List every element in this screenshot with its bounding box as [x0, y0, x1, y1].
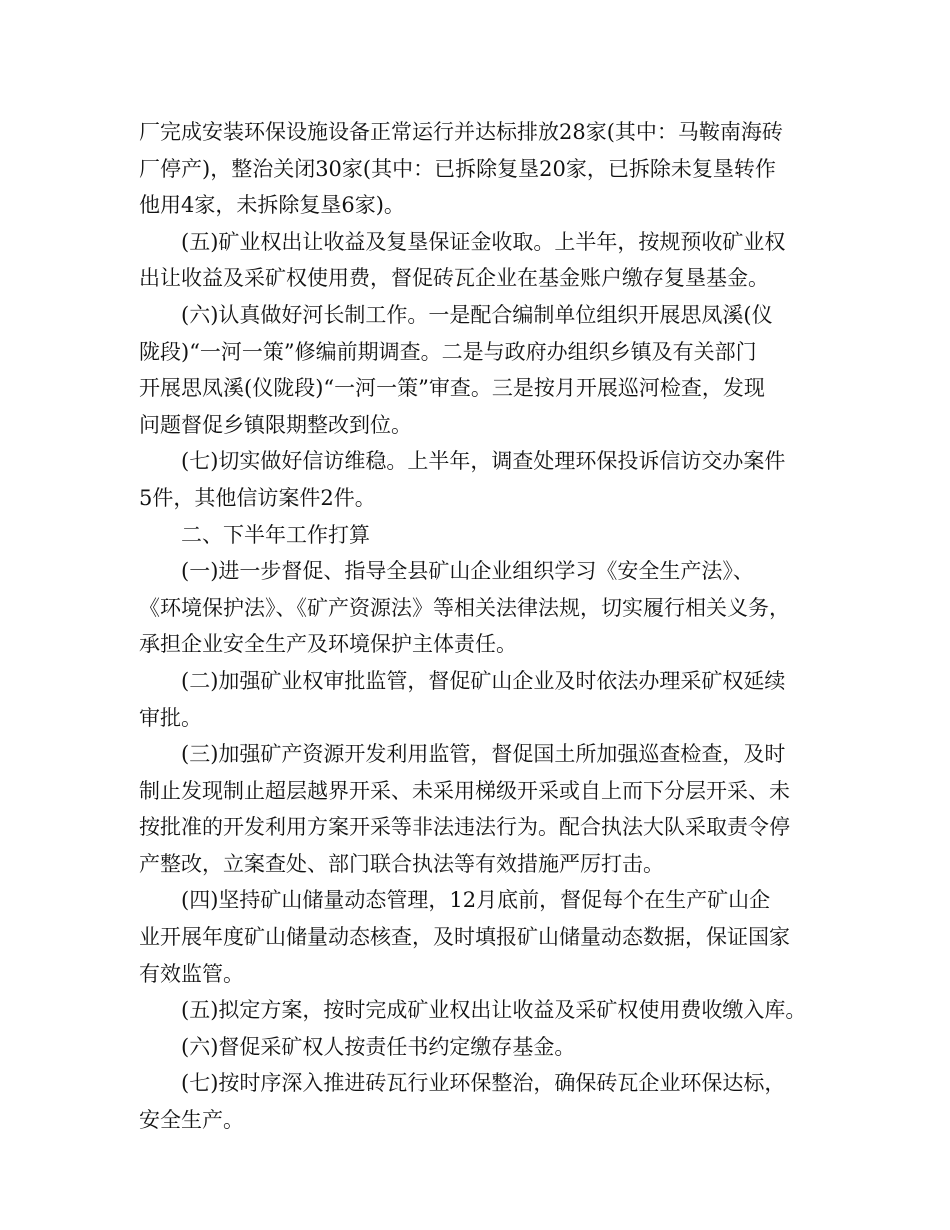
text-line: (二)加强矿业权审批监管，督促矿山企业及时依法办理采矿权延续: [181, 668, 786, 693]
text-line: (七)切实做好信访维稳。上半年，调查处理环保投诉信访交办案件: [181, 449, 786, 474]
text-line: 问题督促乡镇限期整改到位。: [139, 412, 412, 437]
text-line: (四)坚持矿山储量动态管理，12月底前，督促每个在生产矿山企: [181, 888, 771, 913]
text-line: 开展思凤溪(仪陇段)“一河一策”审查。三是按月开展巡河检查，发现: [139, 376, 765, 401]
text-line: 5件，其他信访案件2件。: [139, 485, 376, 510]
text-line: 按批准的开发利用方案开采等非法违法行为。配合执法大队采取责令停: [139, 815, 790, 840]
text-line: (五)拟定方案，按时完成矿业权出让收益及采矿权使用费收缴入库。: [181, 998, 807, 1023]
text-line: (五)矿业权出让收益及复垦保证金收取。上半年，按规预收矿业权: [181, 229, 786, 254]
text-line: 产整改，立案查处、部门联合执法等有效措施严厉打击。: [139, 851, 664, 876]
text-line: 制止发现制止超层越界开采、未采用梯级开采或自上而下分层开采、未: [139, 778, 790, 803]
text-line: 二、下半年工作打算: [181, 522, 370, 547]
text-line: (六)认真做好河长制工作。一是配合编制单位组织开展思凤溪(仪: [181, 302, 773, 327]
text-line: 审批。: [139, 705, 202, 730]
text-line: 厂完成安装环保设施设备正常运行并达标排放28家(其中：马鞍南海砖: [139, 120, 783, 144]
text-line: 有效监管。: [139, 961, 244, 986]
text-line: (六)督促采矿权人按责任书约定缴存基金。: [181, 1034, 576, 1059]
text-line: (三)加强矿产资源开发利用监管，督促国土所加强巡查检查，及时: [181, 742, 786, 767]
document-body: [139, 114, 819, 1139]
text-line: 承担企业安全生产及环境保护主体责任。: [139, 632, 517, 657]
text-line: 他用4家，未拆除复垦6家)。: [139, 193, 405, 218]
text-line: 出让收益及采矿权使用费，督促砖瓦企业在基金账户缴存复垦基金。: [139, 266, 769, 291]
text-line: 安全生产。: [139, 1108, 244, 1133]
text-line: 厂停产)，整治关闭30家(其中：已拆除复垦20家，已拆除未复垦转作: [139, 156, 776, 181]
text-line: 业开展年度矿山储量动态核查，及时填报矿山储量动态数据，保证国家: [139, 925, 790, 950]
text-line: (七)按时序深入推进砖瓦行业环保整治，确保砖瓦企业环保达标，: [181, 1071, 786, 1096]
text-line: (一)进一步督促、指导全县矿山企业组织学习《安全生产法》、: [181, 559, 754, 584]
text-line: 《环境保护法》、《矿产资源法》等相关法律法规，切实履行相关义务，: [139, 595, 790, 620]
text-line: 陇段)“一河一策”修编前期调查。二是与政府办组织乡镇及有关部门: [139, 339, 757, 364]
